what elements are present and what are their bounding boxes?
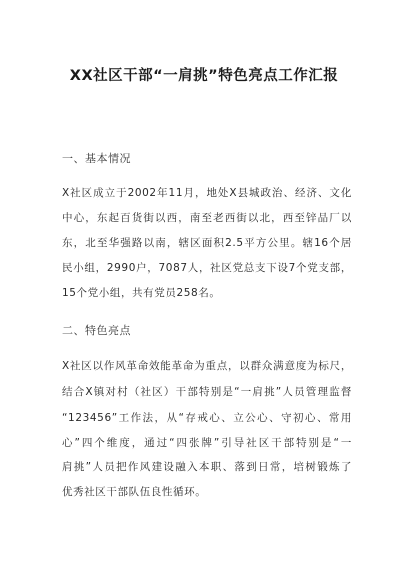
paragraph-line: X社区以作风革命效能革命为重点，以群众满意度为标尺，: [62, 360, 352, 372]
paragraph-line: 中心，东起百货街以西，南至老西街以北，西至锌品厂以: [62, 212, 352, 224]
section-heading-basic-info: 一、基本情况: [62, 152, 131, 165]
paragraph-line: “123456”工作法，从“存戒心、立公心、守初心、常用: [62, 412, 352, 424]
section-heading-highlights: 二、特色亮点: [62, 324, 131, 337]
paragraph-line: 结合X镇对村（社区）干部特别是“一肩挑”人员管理监督: [62, 386, 352, 398]
paragraph-line: 15个党小组，共有党员258名。: [62, 287, 221, 299]
paragraph-line: 东，北至华强路以南，辖区面积2.5平方公里。辖16个居: [62, 237, 352, 249]
paragraph-line: 心”四个维度，通过“四张牌”引导社区干部特别是“一: [62, 437, 352, 449]
document-title: XX社区干部“一肩挑”特色亮点工作汇报: [69, 68, 339, 84]
paragraph-line: 肩挑”人员把作风建设融入本职、落到日常，培树锻炼了: [62, 461, 352, 473]
paragraph-line: 民小组，2990户，7087人，社区党总支下设7个党支部，: [62, 262, 352, 274]
paragraph-line: 优秀社区干部队伍良性循环。: [62, 486, 207, 498]
paragraph-line: X社区成立于2002年11月，地处X县城政治、经济、文化: [62, 187, 352, 199]
